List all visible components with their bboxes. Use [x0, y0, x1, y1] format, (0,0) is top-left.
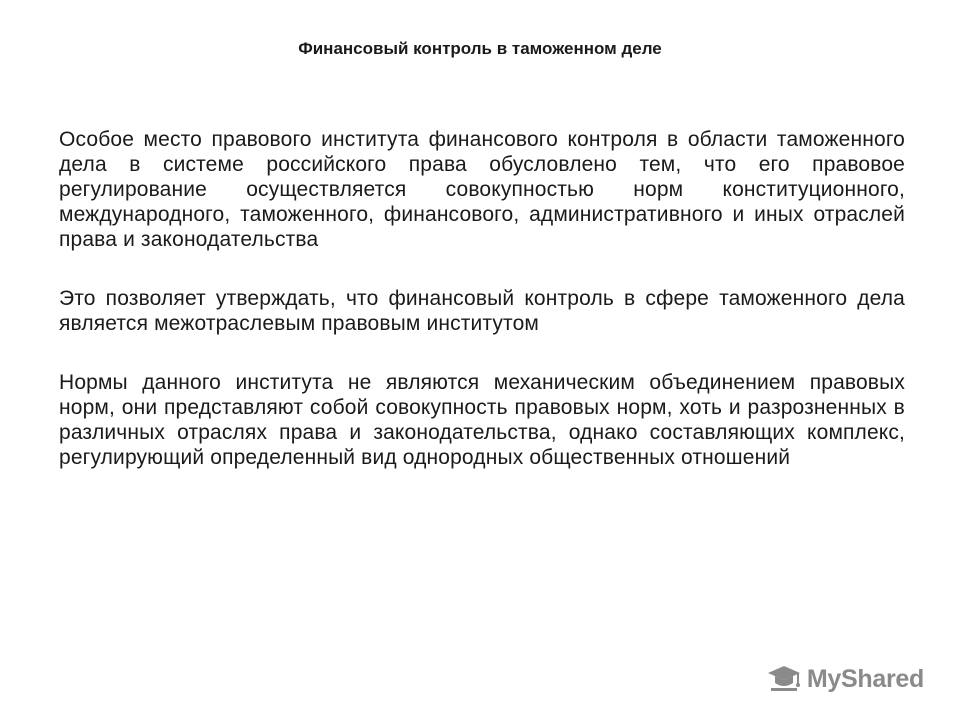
myshared-watermark — [767, 664, 924, 694]
mortarboard-logo-icon — [767, 664, 801, 694]
paragraph-1: Особое место правового института финансового контроля в области таможенного дела в системе российского права обусловлено тем, что его правовое регулирование осуществляется совокупностью норм конституционного, международного, таможенного, финансового, административного и иных отраслей права и законодательства — [59, 128, 905, 251]
watermark-text: MyShared — [806, 664, 924, 693]
paragraph-2: Это позволяет утверждать, что финансовый контроль в сфере таможенного дела является межотраслевым правовым институтом — [59, 287, 905, 335]
slide-body — [59, 127, 905, 504]
slide-title: Финансовый контроль в таможенном деле — [298, 39, 662, 58]
paragraph-3: Нормы данного института не являются механическим объединением правовых норм, они представляют собой совокупность правовых норм, хоть и разрозненных в различных отраслях права и законодательства, однако составляющих комплекс, регулирующий определенный вид однородных общественных отношений — [59, 371, 905, 469]
